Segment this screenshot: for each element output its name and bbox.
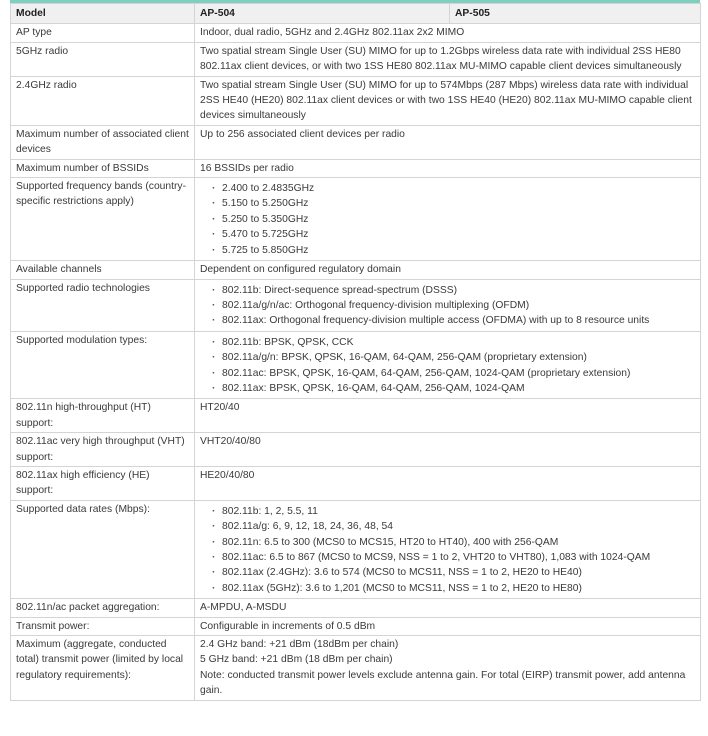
bullet-list	[200, 181, 695, 258]
table-row	[11, 331, 701, 399]
list-item: · 802.11b: Direct-sequence spread-spectrum (DSSS)	[212, 283, 695, 298]
row-label: 802.11n high-throughput (HT) support:	[11, 399, 195, 433]
table-row	[11, 42, 701, 76]
list-item: · 802.11ax: Orthogonal frequency-division multiple access (OFDMA) with up to 8 resource units	[212, 313, 695, 328]
list-item: · 2.400 to 2.4835GHz	[212, 181, 695, 196]
table-row	[11, 433, 701, 467]
bullet-list	[200, 283, 695, 329]
list-item: · 802.11a/g/n/ac: Orthogonal frequency-division multiplexing (OFDM)	[212, 298, 695, 313]
row-value: Indoor, dual radio, 5GHz and 2.4GHz 802.11ax 2x2 MIMO	[195, 24, 701, 42]
row-value	[195, 279, 701, 331]
list-item: · 802.11ax (2.4GHz): 3.6 to 574 (MCS0 to MCS11, NSS = 1 to 2, HE20 to HE40)	[212, 565, 695, 580]
row-value: A-MPDU, A-MSDU	[195, 599, 701, 617]
row-value: HT20/40	[195, 399, 701, 433]
table-row	[11, 24, 701, 42]
row-label: Supported modulation types:	[11, 331, 195, 399]
row-label: Maximum number of associated client devices	[11, 125, 195, 159]
row-label: Supported frequency bands (country-specific restrictions apply)	[11, 178, 195, 261]
row-value: Two spatial stream Single User (SU) MIMO for up to 1.2Gbps wireless data rate with individual 2SS HE80 802.11ax client devices, or with two 1SS HE80 802.11ax MU-MIMO capable client devices simultaneously	[195, 42, 701, 76]
table-row	[11, 125, 701, 159]
row-label: Maximum (aggregate, conducted total) transmit power (limited by local regulatory requirements):	[11, 636, 195, 701]
list-item: · 802.11ac: 6.5 to 867 (MCS0 to MCS9, NSS = 1 to 2, VHT20 to VHT80), 1,083 with 1024-QAM	[212, 550, 695, 565]
row-value: Up to 256 associated client devices per radio	[195, 125, 701, 159]
list-item: · 5.150 to 5.250GHz	[212, 196, 695, 211]
table-row	[11, 500, 701, 598]
list-item: · 5.725 to 5.850GHz	[212, 243, 695, 258]
list-item: · 802.11n: 6.5 to 300 (MCS0 to MCS15, HT20 to HT40), 400 with 256-QAM	[212, 535, 695, 550]
row-label: 802.11ax high efficiency (HE) support:	[11, 466, 195, 500]
list-item: · 802.11b: BPSK, QPSK, CCK	[212, 335, 695, 350]
value-line: 2.4 GHz band: +21 dBm (18dBm per chain)	[200, 639, 399, 651]
row-label: Available channels	[11, 261, 195, 279]
table-row	[11, 178, 701, 261]
list-item: · 5.250 to 5.350GHz	[212, 212, 695, 227]
table-row	[11, 599, 701, 617]
list-item: · 802.11a/g/n: BPSK, QPSK, 16-QAM, 64-QAM, 256-QAM (proprietary extension)	[212, 350, 695, 365]
table-row	[11, 261, 701, 279]
spec-table	[10, 3, 701, 701]
row-value	[195, 331, 701, 399]
table-row	[11, 617, 701, 635]
table-header-row	[11, 4, 701, 24]
value-line: 5 GHz band: +21 dBm (18 dBm per chain)	[200, 654, 393, 666]
header-ap-505: AP-505	[450, 4, 701, 24]
row-value: Configurable in increments of 0.5 dBm	[195, 617, 701, 635]
table-row	[11, 279, 701, 331]
row-value	[195, 500, 701, 598]
row-value: Two spatial stream Single User (SU) MIMO for up to 574Mbps (287 Mbps) wireless data rate with individual 2SS HE40 (HE20) 802.11ax client devices or with two 1SS HE40 (HE20) 802.11ax MU-MIMO capable client devices simultaneously	[195, 76, 701, 125]
bullet-list	[200, 335, 695, 397]
row-value: HE20/40/80	[195, 466, 701, 500]
row-label: 5GHz radio	[11, 42, 195, 76]
table-row	[11, 399, 701, 433]
list-item: · 802.11ax (5GHz): 3.6 to 1,201 (MCS0 to MCS11, NSS = 1 to 2, HE20 to HE80)	[212, 581, 695, 596]
row-label: Maximum number of BSSIDs	[11, 159, 195, 177]
table-row	[11, 76, 701, 125]
row-value	[195, 178, 701, 261]
row-label: Supported radio technologies	[11, 279, 195, 331]
header-ap-504: AP-504	[195, 4, 450, 24]
row-value: VHT20/40/80	[195, 433, 701, 467]
row-label: Supported data rates (Mbps):	[11, 500, 195, 598]
row-label: 802.11n/ac packet aggregation:	[11, 599, 195, 617]
table-row	[11, 159, 701, 177]
table-row	[11, 466, 701, 500]
list-item: · 5.470 to 5.725GHz	[212, 227, 695, 242]
list-item: · 802.11ax: BPSK, QPSK, 16-QAM, 64-QAM, 256-QAM, 1024-QAM	[212, 381, 695, 396]
bullet-list	[200, 504, 695, 596]
list-item: · 802.11a/g: 6, 9, 12, 18, 24, 36, 48, 54	[212, 519, 695, 534]
list-item: · 802.11ac: BPSK, QPSK, 16-QAM, 64-QAM, 256-QAM, 1024-QAM (proprietary extension)	[212, 366, 695, 381]
row-value: 16 BSSIDs per radio	[195, 159, 701, 177]
table-row	[11, 636, 701, 701]
header-model: Model	[11, 4, 195, 24]
row-value	[195, 636, 701, 701]
value-line: Note: conducted transmit power levels exclude antenna gain. For total (EIRP) transmit power, add antenna gain.	[200, 669, 686, 697]
spec-table-body	[11, 24, 701, 700]
list-item: · 802.11b: 1, 2, 5.5, 11	[212, 504, 695, 519]
row-value: Dependent on configured regulatory domain	[195, 261, 701, 279]
row-label: 2.4GHz radio	[11, 76, 195, 125]
row-label: 802.11ac very high throughput (VHT) support:	[11, 433, 195, 467]
row-label: Transmit power:	[11, 617, 195, 635]
row-label: AP type	[11, 24, 195, 42]
